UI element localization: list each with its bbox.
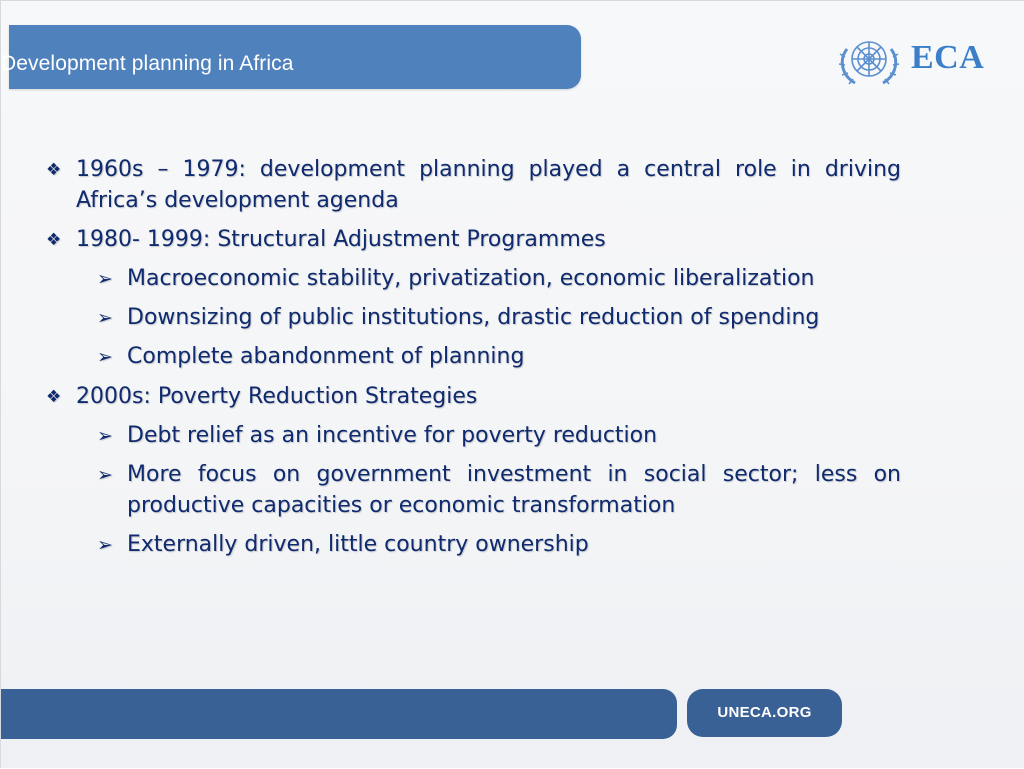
bullet-item <box>46 224 901 255</box>
diamond-bullet-icon: ❖ <box>46 387 62 407</box>
bullet-item <box>46 381 901 412</box>
bullet-text: Debt relief as an incentive for poverty reduction <box>127 423 658 448</box>
page-title: Development planning in Africa <box>1 52 294 75</box>
bullet-item <box>97 263 901 294</box>
arrow-bullet-icon: ➢ <box>97 534 113 556</box>
uneca-link-button[interactable]: UNECA.ORG <box>687 689 842 737</box>
arrow-bullet-icon: ➢ <box>97 307 113 329</box>
bullet-item <box>97 302 901 333</box>
bullet-item <box>97 459 901 521</box>
footer-bar <box>1 689 677 739</box>
bullet-item <box>46 154 901 216</box>
logo-text: ECA <box>911 39 985 76</box>
bullet-text: Externally driven, little country ownership <box>127 532 589 557</box>
bullet-item <box>97 420 901 451</box>
arrow-bullet-icon: ➢ <box>97 346 113 368</box>
arrow-bullet-icon: ➢ <box>97 464 113 486</box>
bullet-item <box>97 341 901 372</box>
bullet-text: 1960s – 1979: development planning played a central role in driving Africa’s development agenda <box>76 157 901 213</box>
bullet-text: Downsizing of public institutions, drastic reduction of spending <box>127 305 820 330</box>
arrow-bullet-icon: ➢ <box>97 268 113 290</box>
bullet-text: More focus on government investment in social sector; less on productive capacities or economic transformation <box>127 462 901 518</box>
arrow-bullet-icon: ➢ <box>97 425 113 447</box>
bullet-text: Macroeconomic stability, privatization, economic liberalization <box>127 266 815 291</box>
bullet-text: 1980- 1999: Structural Adjustment Programmes <box>76 227 606 252</box>
bullet-text: 2000s: Poverty Reduction Strategies <box>76 384 478 409</box>
diamond-bullet-icon: ❖ <box>46 160 62 180</box>
bullet-text: Complete abandonment of planning <box>127 344 525 369</box>
diamond-bullet-icon: ❖ <box>46 230 62 250</box>
bullet-item <box>97 529 901 560</box>
content-area <box>1 1 1024 769</box>
